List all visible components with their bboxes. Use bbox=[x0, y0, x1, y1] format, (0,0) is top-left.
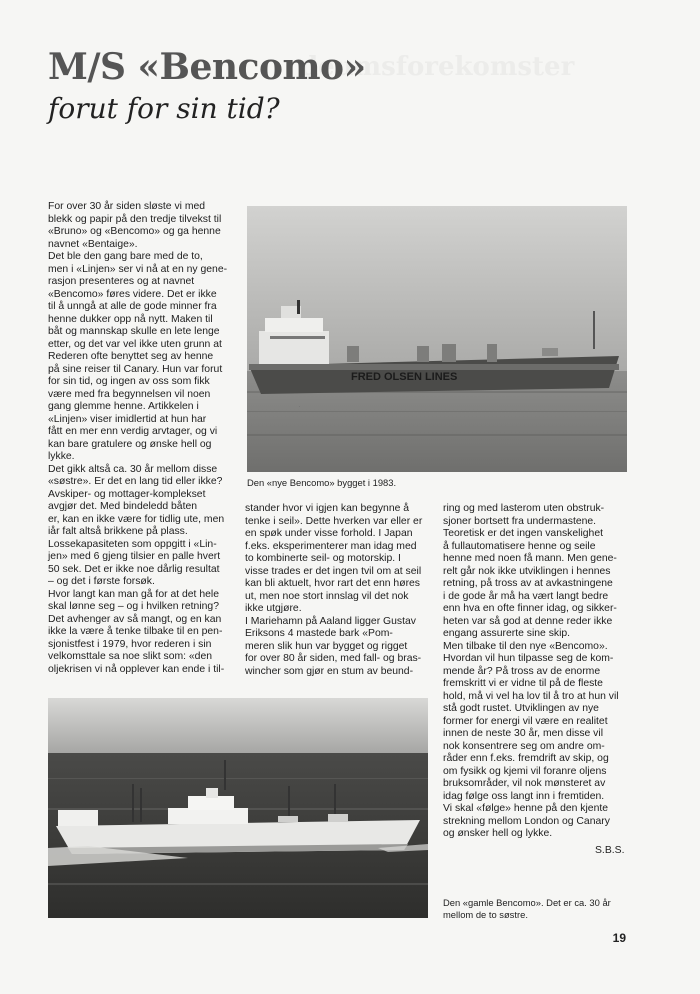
text-line: kan bli aktuelt, hvor rart det enn høres bbox=[245, 578, 420, 589]
text-line: for over 80 år siden, med fall- og bras- bbox=[245, 653, 422, 664]
text-line: å fullautomatisere henne og seile bbox=[443, 540, 596, 552]
text-line: være med fra begynnelsen vil noen bbox=[48, 388, 211, 400]
column-2-text bbox=[245, 503, 430, 678]
text-line: I Mariehamn på Aaland ligger Gustav bbox=[245, 615, 416, 627]
text-line: Teoretisk er det ingen vanskelighet bbox=[443, 528, 603, 539]
text-line: strekning mellom London og Canary bbox=[443, 815, 610, 827]
text-line: engang assurerte sine skip. bbox=[443, 628, 571, 639]
text-line: stander hvor vi igjen kan begynne å bbox=[245, 503, 410, 514]
text-line: hold, må vi vel ha lov til å tro at hun vil bbox=[443, 690, 619, 702]
text-line: visse trades er det ingen tvil om at seil bbox=[245, 565, 422, 577]
photo-old-bencomo bbox=[48, 698, 428, 918]
text-line: Det avhenger av så mangt, og en kan bbox=[48, 613, 222, 625]
text-line: og ønsker hell og lykke. bbox=[443, 828, 553, 839]
text-line: f.eks. eksperimenterer man idag med bbox=[245, 540, 417, 552]
text-line: i de gode år må ha vært langt bedre bbox=[443, 590, 609, 602]
text-line: «Bencomo» føres videre. Det er ikke bbox=[48, 288, 217, 300]
text-line: tenke i seil». Dette hverken var eller er bbox=[245, 515, 423, 527]
text-line: bruksområder, vil nok mønsteret av bbox=[443, 778, 606, 789]
text-line: velkomsttale sa noe slikt som: «den bbox=[48, 651, 213, 662]
text-line: enn hva en ofte finner idag, og sikker- bbox=[443, 603, 617, 614]
text-line: Vi skal «følge» henne på den kjente bbox=[443, 803, 609, 814]
text-line: båt og mannskap skulle en lete lenge bbox=[48, 326, 220, 337]
text-line: Hvor langt kan man gå for at det hele bbox=[48, 588, 219, 600]
text-line: lykke. bbox=[48, 451, 75, 462]
text-line: – og det i første forsøk. bbox=[48, 576, 155, 587]
text-line: Det ble den gang bare med de to, bbox=[48, 251, 203, 262]
text-line: sjoner bortsett fra undermastene. bbox=[443, 515, 597, 527]
text-line: til å unngå at alle de gode minner fra bbox=[48, 301, 217, 312]
text-line: er, kan en ikke være for tidlig ute, men bbox=[48, 513, 225, 525]
text-line: gang glemme henne. Artikkelen i bbox=[48, 401, 199, 412]
text-line: «søstre». Er det en lang tid eller ikke? bbox=[48, 476, 223, 487]
photo-new-bencomo bbox=[247, 206, 627, 472]
text-line: henne med noen få mann. Men gene- bbox=[443, 553, 617, 564]
text-line: blekk og papir på den tredje tilvekst til bbox=[48, 213, 222, 225]
text-line: en spøk under visse forhold. I Japan bbox=[245, 528, 413, 539]
text-line: nok konsentrere seg om andre om- bbox=[443, 740, 605, 752]
ship-photo-new bbox=[247, 206, 627, 472]
photo-old-caption bbox=[443, 897, 611, 920]
column-3-text bbox=[443, 503, 628, 841]
text-line: innen de neste 30 år, men disse vil bbox=[443, 728, 603, 739]
text-line: på sine reiser til Canary. Hun var forut bbox=[48, 363, 223, 375]
text-line: relt går nok ikke utviklingen i hennes bbox=[443, 565, 611, 577]
text-line: rasjon presenteres og at navnet bbox=[48, 276, 195, 287]
text-line: mende år? På tross av de enorme bbox=[443, 665, 601, 677]
page-number: 19 bbox=[612, 931, 626, 945]
text-line: etter, og det var vel ikke uten grunn at bbox=[48, 338, 222, 350]
text-line: fått en mer enn verdig arvtager, og vi bbox=[48, 426, 218, 437]
text-line: ikke utgjøre. bbox=[245, 603, 302, 614]
ship-photo-old bbox=[48, 698, 428, 918]
article-title: M/S «Bencomo» bbox=[48, 46, 366, 88]
text-line: om fysikk og kjemi vil foranre oljens bbox=[443, 765, 607, 777]
text-line: kan bare gratulere og ønske hell og bbox=[48, 438, 212, 450]
text-line: For over 30 år siden sløste vi med bbox=[48, 201, 206, 212]
article-subtitle: forut for sin tid? bbox=[48, 92, 280, 125]
text-line: Det gikk altså ca. 30 år mellom disse bbox=[48, 463, 218, 475]
text-line: ut, men noe stort innslag vil det nok bbox=[245, 590, 409, 602]
text-line: råder enn f.eks. fremdrift av skip, og bbox=[443, 753, 609, 764]
photo-old-caption-line: Den «gamle Bencomo». Det er ca. 30 år bbox=[443, 897, 611, 908]
text-line: «Linjen» viser imidlertid at hun har bbox=[48, 413, 207, 425]
photo-old-caption-line: mellom de to søstre. bbox=[443, 908, 528, 920]
text-line: wincher som gjør en stum av beund- bbox=[245, 665, 414, 677]
text-line: 50 sek. Det er ikke noe dårlig resultat bbox=[48, 563, 220, 575]
column-1-text bbox=[48, 201, 238, 676]
text-line: «Bruno» og «Bencomo» og ga henne bbox=[48, 226, 221, 237]
text-line: to kombinerte seil- og motorskip. I bbox=[245, 553, 401, 564]
text-line: avgjør det. Med bindeledd båten bbox=[48, 501, 198, 512]
text-line: Hvordan vil hun tilpasse seg de kom- bbox=[443, 653, 614, 664]
text-line: sjonistfest i 1979, hvor rederen i sin bbox=[48, 638, 212, 650]
text-line: stå godt rustet. Utviklingen av nye bbox=[443, 703, 599, 714]
text-line: jen» med 6 gjeng tilsier en palle hvert bbox=[48, 551, 221, 562]
text-line: navnet «Bentaige». bbox=[48, 238, 138, 250]
text-line: heten var så god at denne reder ikke bbox=[443, 615, 613, 627]
text-line: retning, på tross av at avkastningene bbox=[443, 578, 613, 589]
text-line: henne dukker opp nå nytt. Maken til bbox=[48, 313, 213, 325]
text-line: for sin tid, og ingen av oss som fikk bbox=[48, 376, 210, 387]
text-line: oljekrisen vi nå opplever kan ende i til- bbox=[48, 663, 225, 675]
text-line: idag følge oss langt inn i fremtiden. bbox=[443, 790, 605, 802]
photo-new-caption: Den «nye Bencomo» bygget i 1983. bbox=[247, 477, 397, 488]
signature: S.B.S. bbox=[595, 845, 625, 856]
text-line: Lossekapasiteten som oppgitt i «Lin- bbox=[48, 538, 217, 550]
text-line: men i «Linjen» ser vi nå at en ny gene- bbox=[48, 263, 228, 275]
hull-lettering: FRED OLSEN LINES bbox=[351, 371, 458, 383]
text-line: skal lønne seg – og i hvilken retning? bbox=[48, 601, 219, 612]
text-line: ikke la være å tenke tilbake til en pen- bbox=[48, 626, 223, 637]
text-line: Rederen ofte benyttet seg av henne bbox=[48, 351, 214, 362]
faded-background-heading: deumsforekomster bbox=[300, 52, 575, 82]
text-line: iår falt altså brikkene på plass. bbox=[48, 526, 188, 537]
text-line: Eriksons 4 mastede bark «Pom- bbox=[245, 628, 393, 639]
text-line: Men tilbake til den nye «Bencomo». bbox=[443, 640, 608, 652]
text-line: meren slik hun var bygget og rigget bbox=[245, 640, 408, 652]
text-line: ring og med lasterom uten obstruk- bbox=[443, 503, 605, 514]
text-line: fremskritt vi er vidne til på de fleste bbox=[443, 678, 603, 689]
text-line: former for energi vil være en realitet bbox=[443, 715, 608, 727]
text-line: Avskiper- og mottager-komplekset bbox=[48, 488, 206, 500]
